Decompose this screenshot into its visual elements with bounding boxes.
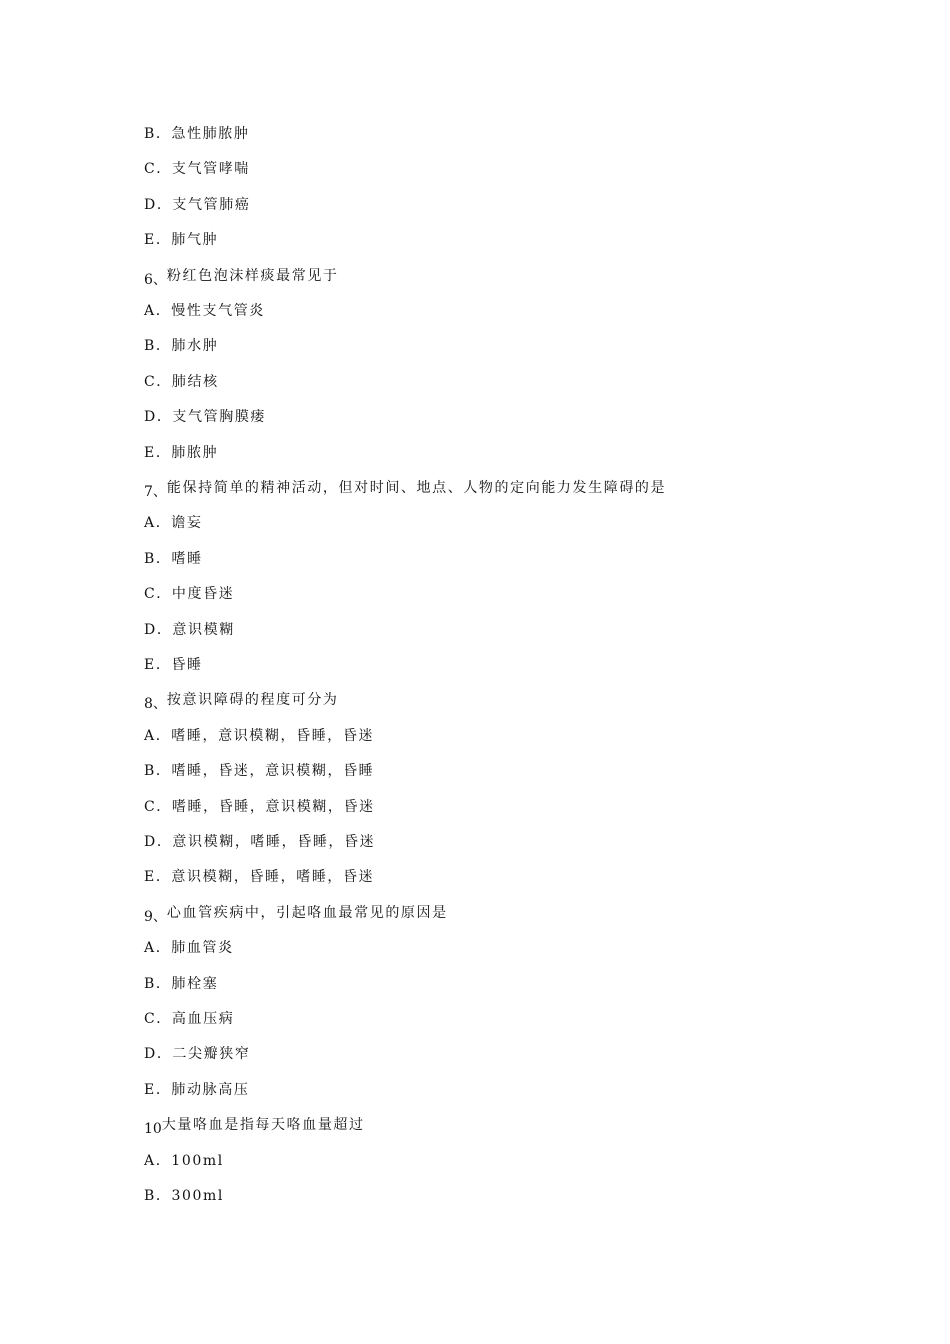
question-number: 6、	[144, 271, 167, 288]
answer-option: C．支气管哮喘	[144, 161, 250, 178]
answer-option: B．嗜睡	[144, 550, 203, 567]
answer-option: B．肺栓塞	[144, 975, 219, 992]
question-text: 能保持简单的精神活动，但对时间、地点、人物的定向能力发生障碍的是	[166, 480, 667, 496]
answer-option: E．肺动脉高压	[144, 1081, 250, 1098]
answer-option: E．意识模糊，昏睡，嗜睡，昏迷	[144, 869, 375, 886]
answer-option: A．肺血管炎	[144, 940, 234, 957]
question-number: 9、	[144, 908, 167, 925]
answer-option: C．中度昏迷	[144, 586, 235, 603]
question-text: 大量咯血是指每天咯血量超过	[161, 1117, 365, 1134]
question-number: 7、	[144, 484, 167, 500]
answer-option: A．慢性支气管炎	[144, 303, 265, 319]
question-number: 8、	[144, 696, 167, 713]
answer-option: E．昏睡	[144, 657, 203, 673]
question-line	[144, 904, 448, 925]
answer-option: E．肺脓肿	[144, 444, 219, 461]
answer-option: A．嗜睡，意识模糊，昏睡，昏迷	[144, 727, 375, 744]
answer-option: C．高血压病	[144, 1011, 235, 1027]
answer-option: C．肺结核	[144, 373, 219, 390]
question-line	[144, 1116, 365, 1138]
answer-option: E．肺气肿	[144, 232, 219, 249]
answer-option: C．嗜睡，昏睡，意识模糊，昏迷	[144, 798, 375, 815]
question-text: 按意识障碍的程度可分为	[166, 692, 339, 709]
answer-option: A．谵妄	[144, 515, 203, 532]
question-line	[144, 691, 339, 713]
question-line	[144, 479, 667, 500]
answer-option: D．意识模糊，嗜睡，昏睡，昏迷	[144, 834, 376, 850]
answer-option: A．100ml	[144, 1152, 224, 1169]
question-text: 心血管疾病中，引起咯血最常见的原因是	[166, 904, 448, 921]
answer-option: D．意识模糊	[144, 621, 235, 638]
answer-option: B．急性肺脓肿	[144, 126, 250, 142]
answer-option: B．嗜睡，昏迷，意识模糊，昏睡	[144, 763, 375, 780]
answer-option: D．支气管肺癌	[144, 196, 251, 213]
question-line	[144, 267, 339, 288]
answer-option: D．支气管胸膜瘘	[144, 409, 267, 426]
answer-option: B．300ml	[144, 1188, 224, 1204]
answer-option: D．二尖瓣狭窄	[144, 1046, 251, 1063]
question-text: 粉红色泡沫样痰最常见于	[166, 267, 339, 284]
answer-option: B．肺水肿	[144, 338, 219, 355]
question-number: 10	[144, 1121, 162, 1138]
